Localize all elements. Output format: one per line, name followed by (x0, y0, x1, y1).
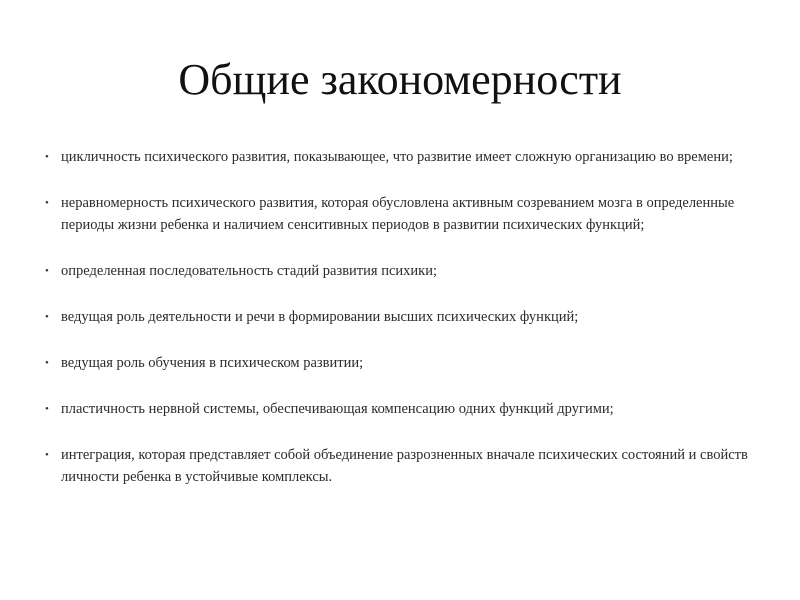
bullet-icon: • (45, 197, 49, 209)
list-item (45, 192, 760, 236)
bullet-icon: • (45, 403, 49, 415)
bullet-icon: • (45, 311, 49, 323)
list-item (45, 260, 760, 282)
bullet-text: ведущая роль обучения в психическом развитии; (61, 355, 364, 371)
bullet-icon: • (45, 357, 49, 369)
bullet-text: неравномерность психического развития, которая обусловлена активным созреванием мозга в определенные периоды жизни ребенка и наличием сенситивных периодов в развитии психических функций; (61, 195, 735, 233)
bullet-icon: • (45, 265, 49, 277)
list-item (45, 352, 760, 374)
bullet-text: интеграция, которая представляет собой объединение разрозненных вначале психических состояний и свойств личности ребенка в устойчивые комплексы. (61, 447, 748, 485)
bullet-icon: • (45, 449, 49, 461)
bullet-icon: • (45, 151, 49, 163)
list-item (45, 444, 760, 488)
bullet-text: цикличность психического развития, показывающее, что развитие имеет сложную организацию во времени; (61, 149, 733, 165)
list-item (45, 306, 760, 328)
list-item (45, 398, 760, 420)
bullet-list (45, 146, 760, 488)
list-item (45, 146, 760, 168)
bullet-text: определенная последовательность стадий развития психики; (61, 263, 437, 279)
slide-title: Общие закономерности (178, 55, 622, 104)
bullet-text: пластичность нервной системы, обеспечивающая компенсацию одних функций другими; (61, 401, 614, 417)
bullet-text: ведущая роль деятельности и речи в формировании высших психических функций; (61, 309, 579, 325)
